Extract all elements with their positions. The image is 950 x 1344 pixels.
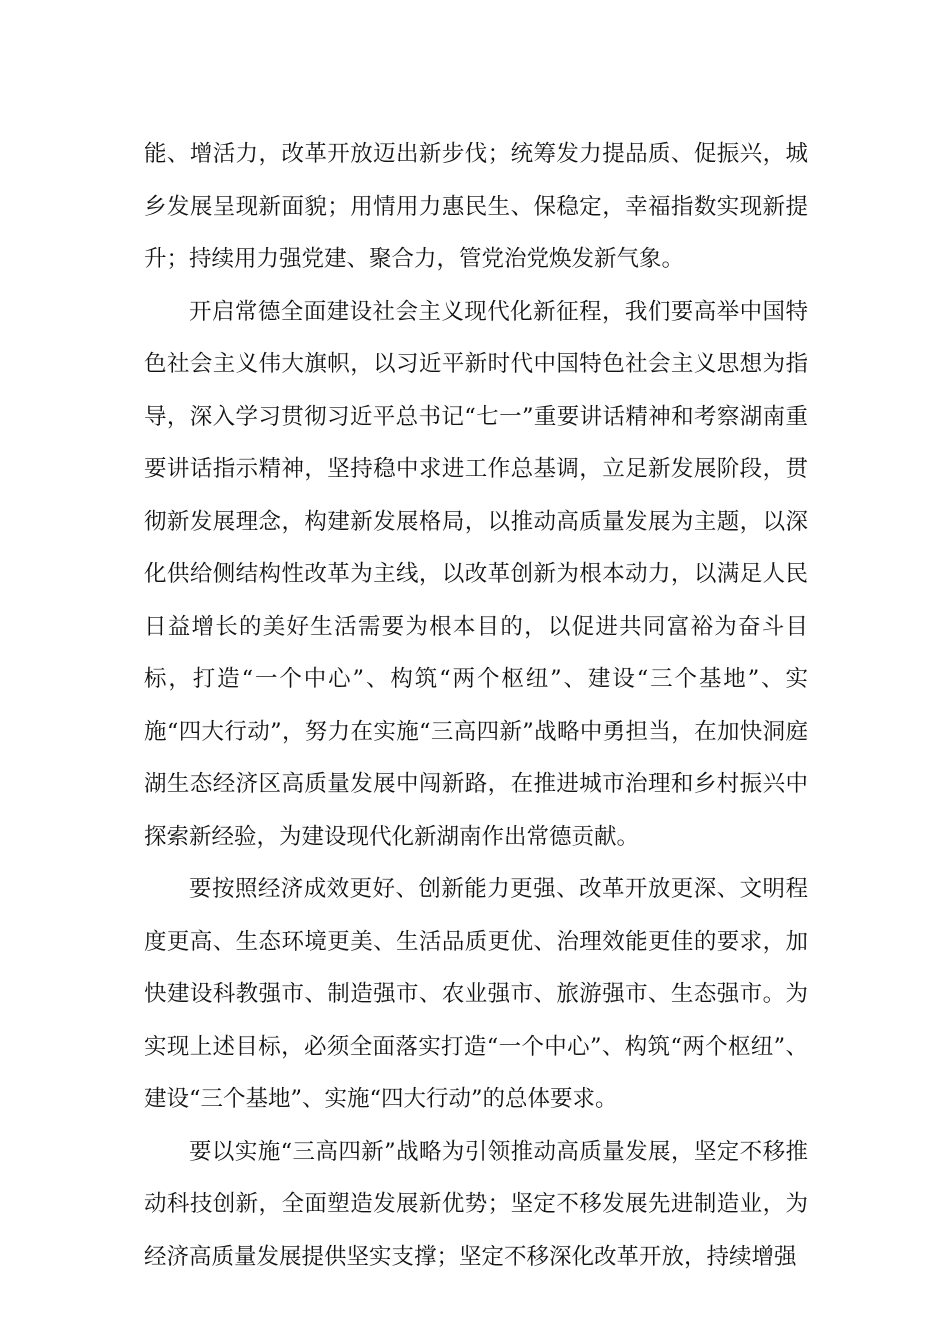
paragraph: 要按照经济成效更好、创新能力更强、改革开放更深、文明程度更高、生态环境更美、生活品质更优、治理效能更佳的要求，加快建设科教强市、制造强市、农业强市、旅游强市、生态强市。为实现上述目标，必须全面落实打造“一个中心”、构筑“两个枢纽”、建设“三个基地”、实施“四大行动”的总体要求。 [144,876,808,1112]
paragraph: 开启常德全面建设社会主义现代化新征程，我们要高举中国特色社会主义伟大旗帜，以习近平新时代中国特色社会主义思想为指导，深入学习贯彻习近平总书记“七一”重要讲话精神和考察湖南重要讲话指示精神，坚持稳中求进工作总基调，立足新发展阶段，贯彻新发展理念，构建新发展格局，以推动高质量发展为主题，以深化供给侧结构性改革为主线，以改革创新为根本动力，以满足人民日益增长的美好生活需要为根本目的，以促进共同富裕为奋斗目标，打造“一个中心”、构筑“两个枢纽”、建设“三个基地”、实施“四大行动”，努力在实施“三高四新”战略中勇担当，在加快洞庭湖生态经济区高质量发展中闯新路，在推进城市治理和乡村振兴中探索新经验，为建设现代化新湖南作出常德贡献。 [144,298,808,850]
paragraph-continuation: 能、增活力，改革开放迈出新步伐；统筹发力提品质、促振兴，城乡发展呈现新面貌；用情用力惠民生、保稳定，幸福指数实现新提升；持续用力强党建、聚合力，管党治党焕发新气象。 [144,141,808,272]
paragraph: 要以实施“三高四新”战略为引领推动高质量发展，坚定不移推动科技创新，全面塑造发展新优势；坚定不移发展先进制造业，为经济高质量发展提供坚实支撑；坚定不移深化改革开放，持续增强 [144,1138,808,1270]
document-body [144,128,808,1283]
